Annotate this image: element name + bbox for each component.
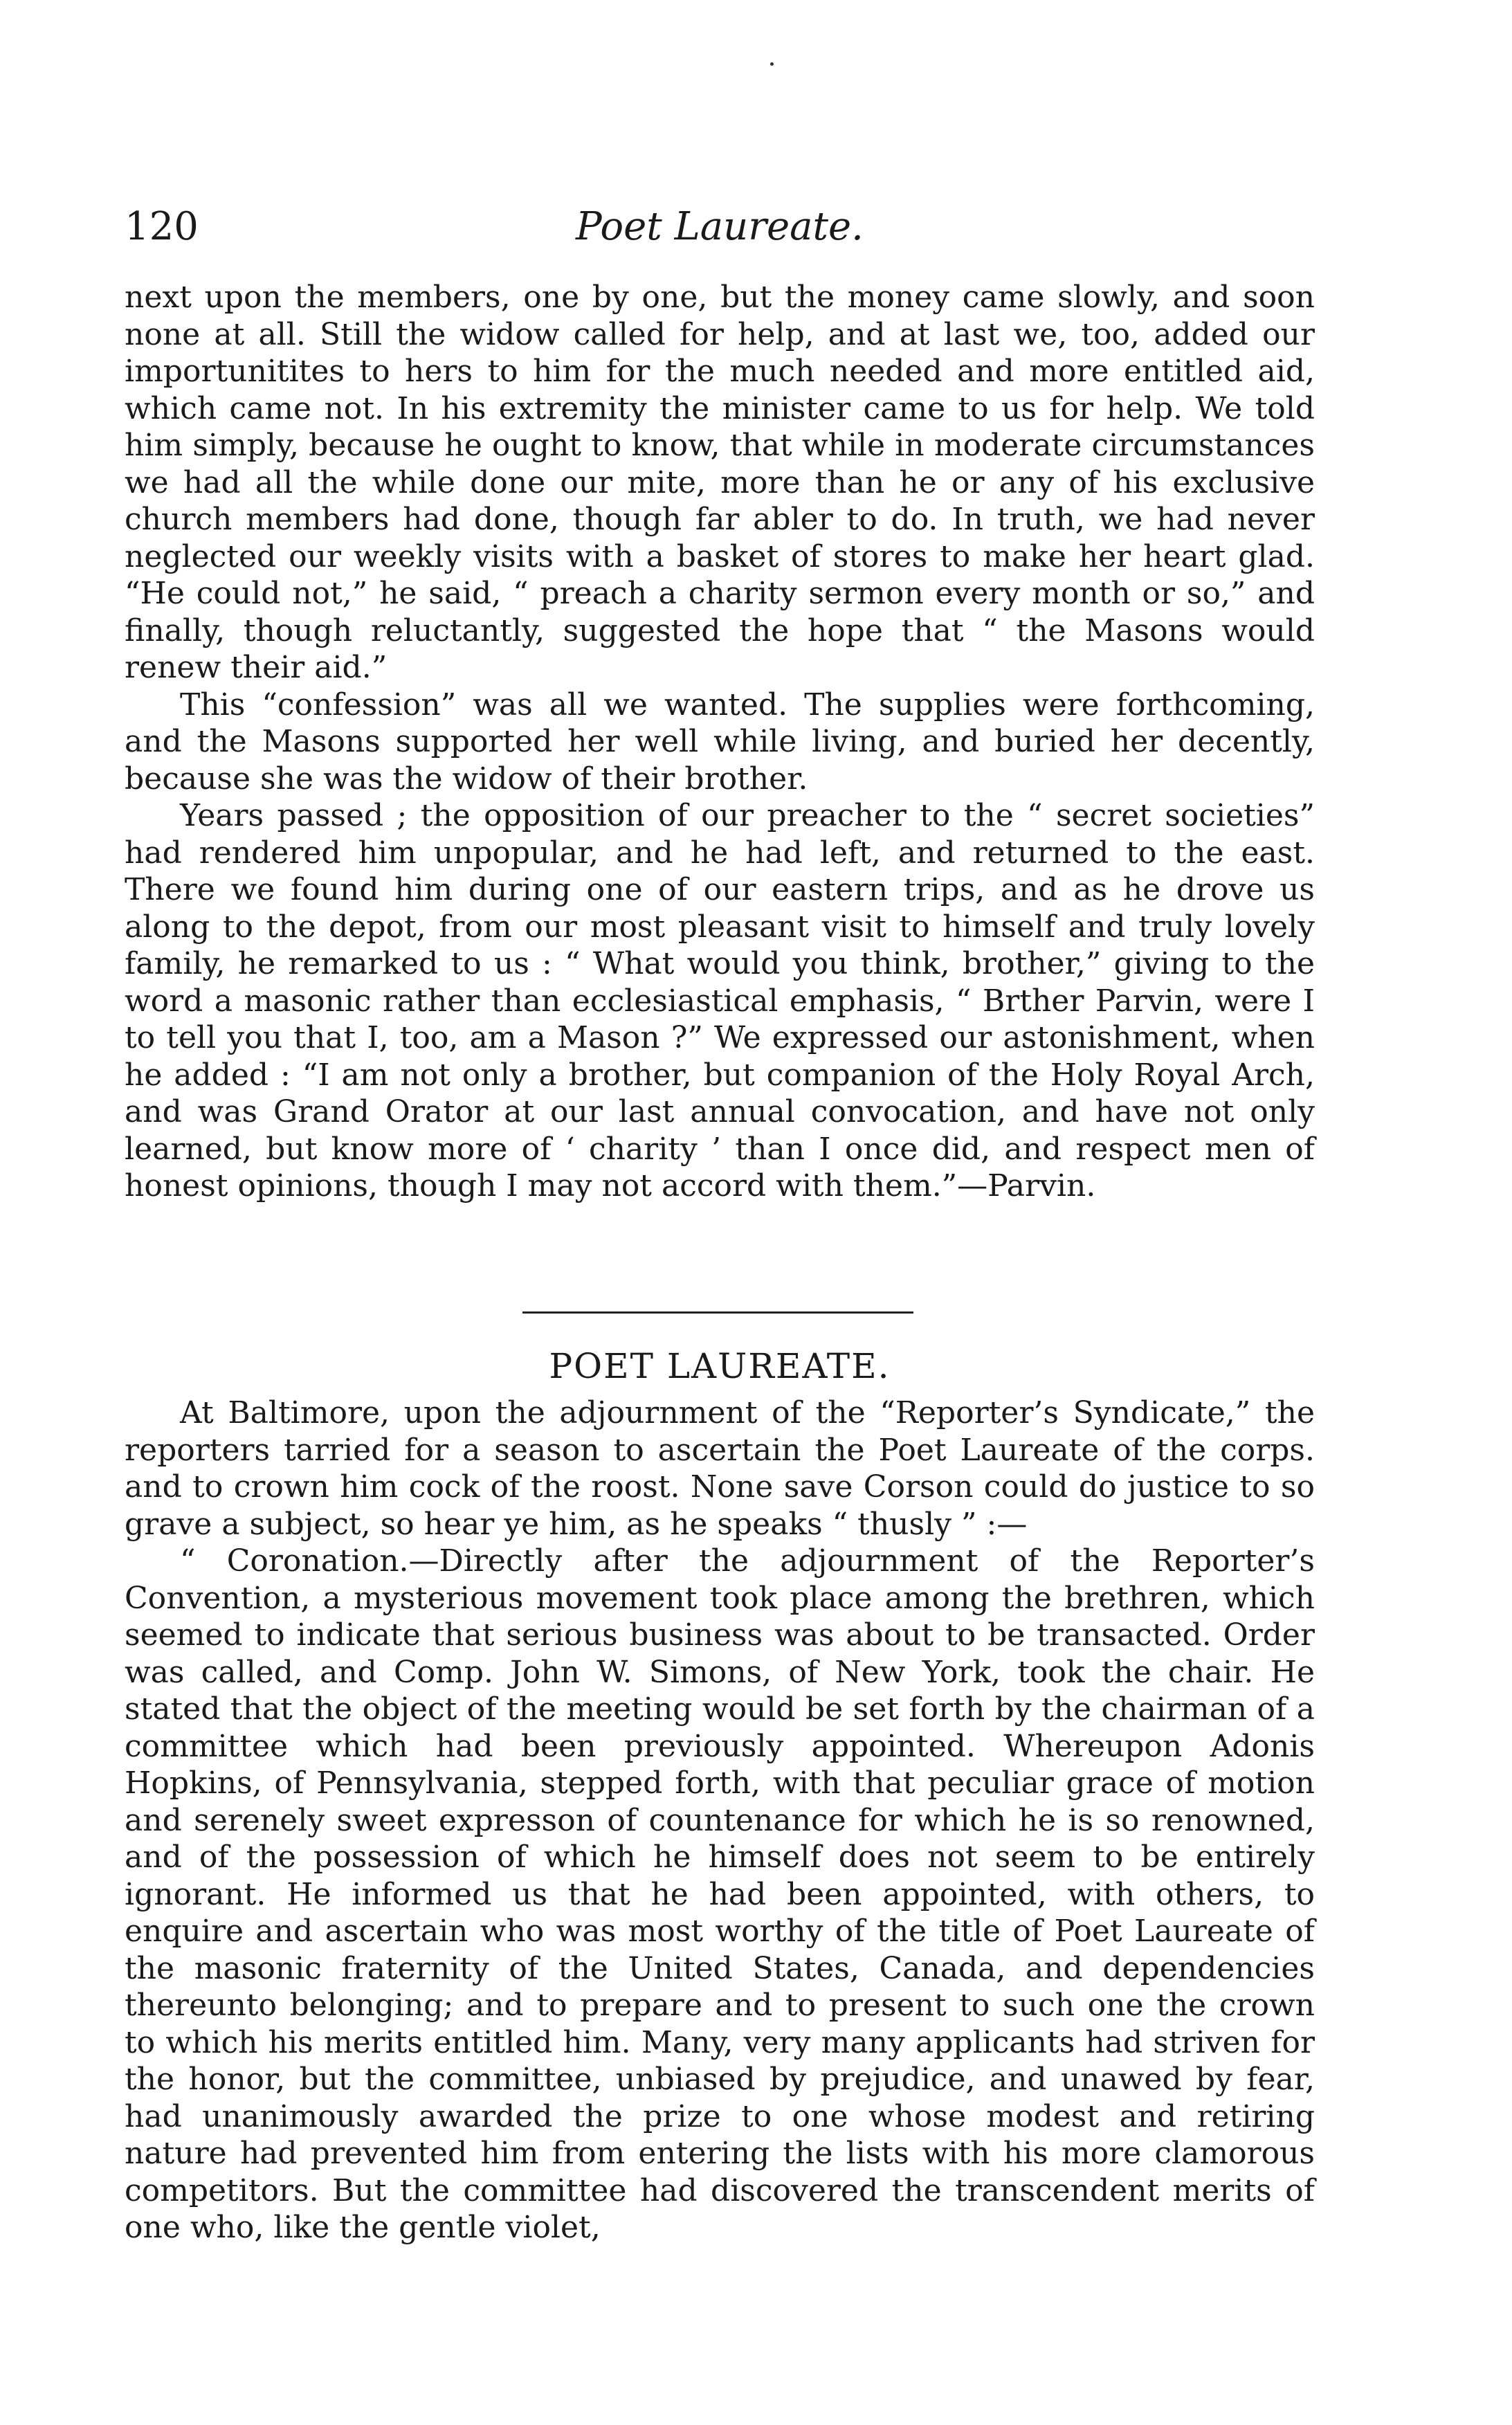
section-divider — [522, 1311, 913, 1314]
paragraph: “ Coronation.—Directly after the adjournment of the Reporter’s Convention, a mysterious movement took place among the brethren, which seemed to indicate that serious business was about to be transacted. Order was called, and Comp. John W. Simons, of New York, took the chair. He stated that the object of the meeting would be set forth by the chairman of a committee which had been previously appointed. Whereupon Adonis Hopkins, of Pennsylvania, stepped forth, with that peculiar grace of motion and serenely sweet expresson of countenance for which he is so renowned, and of the possession of which he himself does not seem to be entirely ignorant. He informed us that he had been appointed, with others, to enquire and ascertain who was most worthy of the title of Poet Laureate of the masonic fraternity of the United States, Canada, and dependencies thereunto belonging; and to prepare and to present to such one the crown to which his merits entitled him. Many, very many applicants had striven for the honor, but the committee, unbiased by prejudice, and unawed by fear, had unanimously awarded the prize to one whose modest and retiring nature had prevented him from entering the lists with his more clamorous competitors. But the committee had discovered the transcendent merits of one who, like the gentle violet, — [125, 1543, 1315, 2245]
page-number: 120 — [125, 204, 199, 249]
paragraph: Years passed ; the opposition of our preacher to the “ secret societies” had rendered him unpopular, and he had left, and returned to the east. There we found him during one of our eastern trips, and as he drove us along to the depot, from our most pleasant visit to himself and truly lovely family, he remarked to us : “ What would you think, brother,” giving to the word a masonic rather than ecclesiastical emphasis, “ Brther Parvin, were I to tell you that I, too, am a Mason ?” We expressed our astonishment, when he added : “I am not only a brother, but companion of the Holy Royal Arch, and was Grand Orator at our last annual convocation, and have not only learned, but know more of ‘ charity ’ than I once did, and respect men of honest opinions, though I may not accord with them.”—Parvin. — [125, 798, 1315, 1204]
paragraph: At Baltimore, upon the adjournment of the “Reporter’s Syndicate,” the reporters tarried for a season to ascertain the Poet Laureate of the corps. and to crown him cock of the roost. None save Corson could do justice to so grave a subject, so hear ye him, as he speaks “ thusly ” :— — [125, 1395, 1315, 1542]
body-text-upper — [125, 279, 1315, 1205]
page-header — [125, 204, 1315, 260]
body-text-lower — [125, 1395, 1315, 2246]
section-title: POET LAUREATE. — [549, 1346, 891, 1386]
running-title: Poet Laureate. — [576, 204, 864, 249]
paragraph: next upon the members, one by one, but the money came slowly, and soon none at all. Still the widow called for help, and at last we, too, added our importunitites to hers to him for the much needed and more entitled aid, which came not. In his extremity the minister came to us for help. We told him simply, because he ought to know, that while in moderate circumstances we had all the while done our mite, more than he or any of his exclusive church members had done, though far abler to do. In truth, we had never neglected our weekly visits with a basket of stores to make her heart glad. “He could not,” he said, “ preach a charity sermon every month or so,” and finally, though reluctantly, suggested the hope that “ the Masons would renew their aid.” — [125, 280, 1315, 685]
print-speck — [770, 62, 774, 66]
paragraph: This “confession” was all we wanted. The supplies were forthcoming, and the Masons supported her well while living, and buried her decently, because she was the widow of their brother. — [125, 687, 1315, 797]
